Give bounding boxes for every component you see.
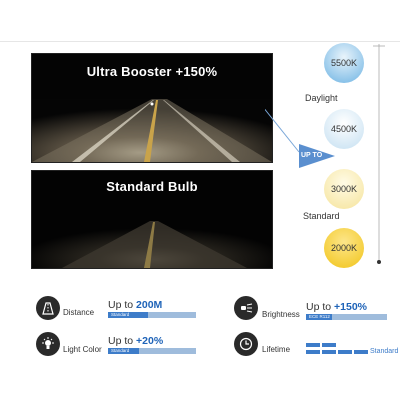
distance-icon: [36, 296, 60, 320]
light-color-label: Light Color: [63, 345, 102, 354]
light-color-icon: [36, 332, 60, 356]
lifetime-segment: [322, 343, 336, 347]
lifetime-segment: [306, 350, 320, 354]
standard-bulb-photo: [31, 170, 273, 269]
distance-value: Up to 200M: [108, 299, 163, 311]
brightness-icon: [234, 296, 258, 320]
temp-4500k: 4500K: [324, 109, 364, 149]
brightness-value: Up to +150%: [306, 301, 368, 313]
distance-bar: Standard: [108, 312, 196, 318]
temp-5500k: 5500K: [324, 43, 364, 83]
ultra-booster-photo: [31, 53, 273, 163]
distance-label: Distance: [63, 308, 95, 317]
light-color-value: Up to +20%: [108, 335, 164, 347]
brightness-label: Brightness: [262, 310, 300, 319]
light-color-bar: Standard: [108, 348, 196, 354]
daylight-label: Daylight: [305, 93, 338, 103]
color-temperature-scale: [265, 40, 400, 270]
temp-2000k: 2000K: [324, 228, 364, 268]
lifetime-segment: [322, 350, 336, 354]
temp-3000k: 3000K: [324, 169, 364, 209]
up-to-label: UP TO: [301, 152, 323, 159]
lifetime-segment: [306, 343, 320, 347]
standard-bulb-caption: Standard Bulb: [106, 179, 198, 194]
standard-label: Standard: [303, 211, 340, 221]
lifetime-standard-label: Standard: [370, 348, 399, 355]
brightness-bar: ECE R112: [306, 314, 387, 320]
lifetime-segment: [354, 350, 368, 354]
lifetime-segment: [338, 350, 352, 354]
lifetime-label: Lifetime: [262, 345, 291, 354]
ultra-booster-caption: Ultra Booster +150%: [86, 64, 218, 79]
lifetime-icon: [234, 332, 258, 356]
